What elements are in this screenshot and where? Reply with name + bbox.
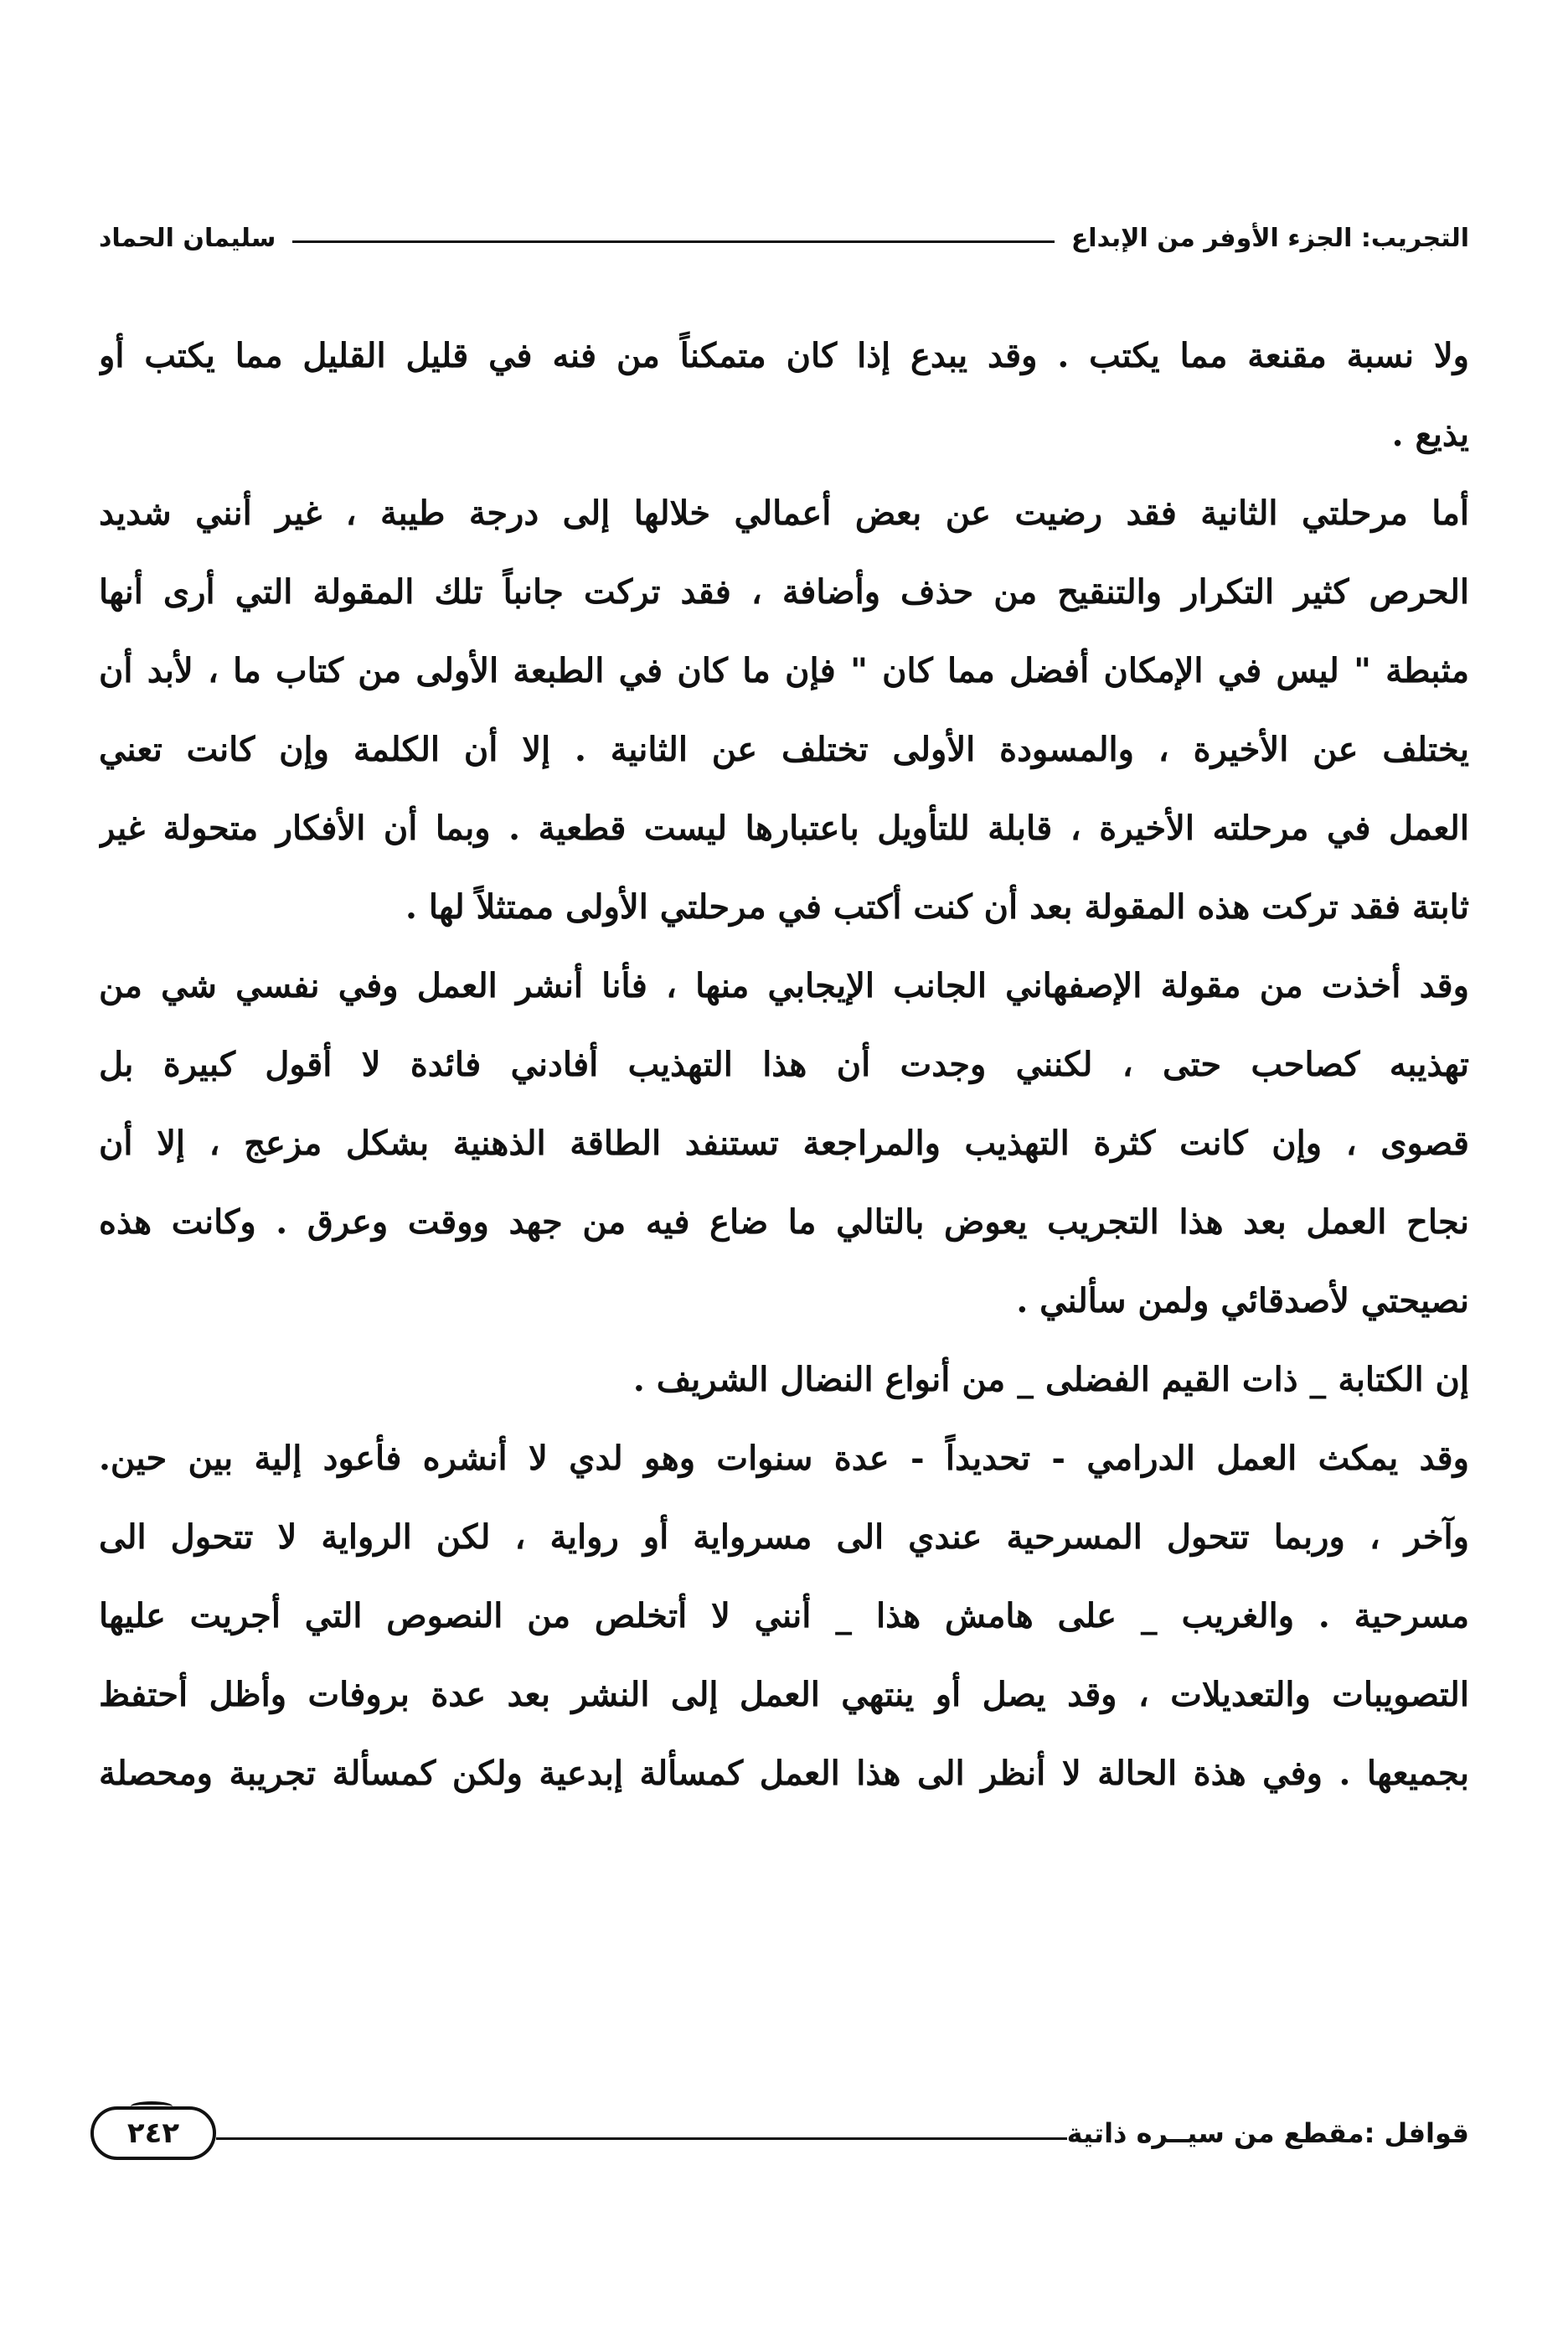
running-header	[99, 213, 1469, 263]
text-line: يختلف عن الأخيرة ، والمسودة الأولى تختلف عن الثانية . إلا أن الكلمة وإن كانت تعني	[99, 730, 1469, 769]
footer-title: قوافل :مقطع من سيــره ذاتية	[1066, 2117, 1469, 2149]
text-line: الحرص كثير التكرار والتنقيح من حذف وأضافة ، فقد تركت جانباً تلك المقولة التي أرى أنها	[99, 572, 1469, 612]
header-title: التجريب: الجزء الأوفر من الإبداع	[1070, 223, 1469, 253]
text-line: العمل في مرحلته الأخيرة ، قابلة للتأويل باعتبارها ليست قطعية . وبما أن الأفكار متحولة غير	[99, 809, 1469, 848]
text-line: ثابتة فقد تركت هذه المقولة بعد أن كنت أكتب في مرحلتي الأولى ممتثلاً لها .	[405, 887, 1469, 927]
text-line: التصويبات والتعديلات ، وقد يصل أو ينتهي العمل إلى النشر بعد عدة بروفات وأظل أحتفظ	[99, 1675, 1469, 1714]
text-line: تهذيبه كصاحب حتى ، لكنني وجدت أن هذا التهذيب أفادني فائدة لا أقول كبيرة بل	[99, 1045, 1469, 1084]
page-number-badge	[90, 2106, 216, 2160]
text-line: نجاح العمل بعد هذا التجريب يعوض بالتالي ما ضاع فيه من جهد ووقت وعرق . وكانت هذه	[99, 1202, 1469, 1242]
text-line: مثبطة " ليس في الإمكان أفضل مما كان " فإن ما كان في الطبعة الأولى من كتاب ما ، لأبد أن	[99, 651, 1469, 690]
text-line: مسرحية . والغريب _ على هامش هذا _ أنني لا أتخلص من النصوص التي أجريت عليها	[99, 1596, 1469, 1635]
running-footer	[90, 2098, 1469, 2168]
text-line: ولا نسبة مقنعة مما يكتب . وقد يبدع إذا كان متمكناً من فنه في قليل القليل مما يكتب أو	[99, 336, 1469, 375]
text-line: يذيع .	[1391, 415, 1469, 454]
text-line: أما مرحلتي الثانية فقد رضيت عن بعض أعمالي خلالها إلى درجة طيبة ، غير أنني شديد	[99, 493, 1469, 533]
footer-rule	[216, 2137, 1067, 2140]
header-author: سليمان الحماد	[99, 223, 276, 253]
text-line: وقد يمكث العمل الدرامي - تحديداً - عدة سنوات وهو لدي لا أنشره فأعود إلية بين حين.	[99, 1439, 1469, 1478]
text-line: بجميعها . وفي هذة الحالة لا أنظر الى هذا العمل كمسألة إبدعية ولكن كمسألة تجريبة ومحصلة	[99, 1754, 1469, 1793]
page-number: ٢٤٢	[126, 2116, 180, 2150]
header-rule	[292, 240, 1054, 243]
text-line: نصيحتي لأصدقائي ولمن سألني .	[1016, 1281, 1469, 1320]
text-line: وقد أخذت من مقولة الإصفهاني الجانب الإيجابي منها ، فأنا أنشر العمل وفي نفسي شي من	[99, 966, 1469, 1005]
text-line: قصوى ، وإن كانت كثرة التهذيب والمراجعة تستنفد الطاقة الذهنية بشكل مزعج ، إلا أن	[99, 1124, 1469, 1163]
body-text	[99, 317, 1469, 1813]
text-line: إن الكتابة _ ذات القيم الفضلى _ من أنواع النضال الشريف .	[632, 1360, 1469, 1399]
text-line: وآخر ، وربما تتحول المسرحية عندي الى مسرواية أو رواية ، لكن الرواية لا تتحول الى	[99, 1517, 1469, 1557]
